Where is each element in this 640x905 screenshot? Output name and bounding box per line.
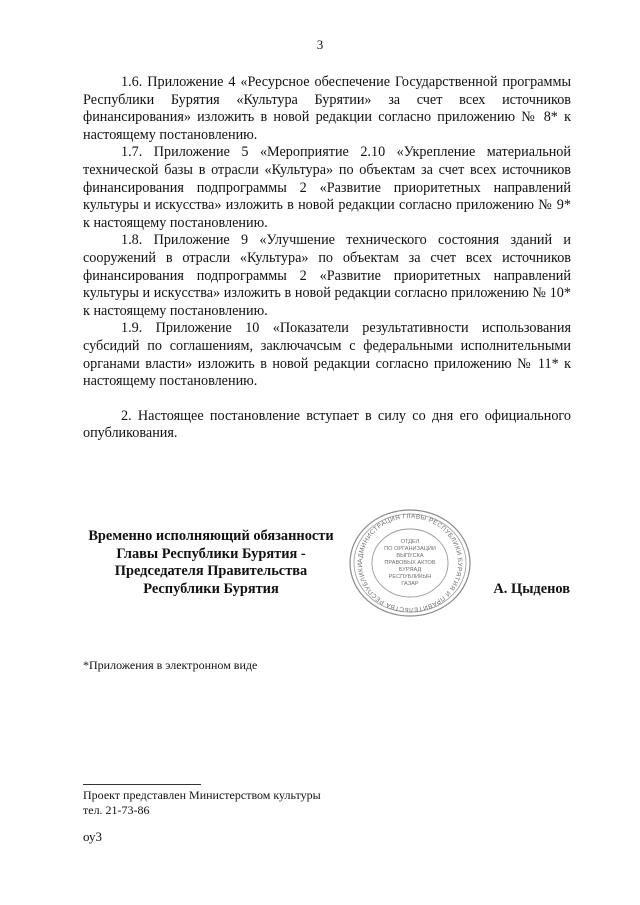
paragraph-1-9: 1.9. Приложение 10 «Показатели результативности использования субсидий по соглашениям, заключачсым с федеральными исполнительными органами власти» изложить в новой редакции согласно приложению № 11* к настоящему постановлению. <box>83 320 571 390</box>
signatory-title-line: Председателя Правительства <box>114 563 308 579</box>
paragraph-2: 2. Настоящее постановление вступает в силу со дня его официального опубликования. <box>83 407 571 442</box>
seal-center-line: ОТДЕЛ <box>400 539 420 545</box>
seal-center-line: РЕСПУБЛИКЫН <box>388 574 432 580</box>
seal-center-line: ПО ОРГАНИЗАЦИИ <box>384 546 436 552</box>
footer-code: оу3 <box>83 829 103 844</box>
page-number: 3 <box>316 37 324 52</box>
seal-center-line: БУРЯАД <box>398 567 422 573</box>
seal-center-line: ГАЗАР <box>401 581 419 587</box>
official-seal <box>345 508 475 618</box>
signatory-title-line: Республики Бурятия <box>143 580 279 597</box>
seal-ring-text: АДМИНИСТРАЦИЯ ГЛАВЫ РЕСПУБЛИКИ БУРЯТИЯ И ПРАВИТЕЛЬСТВА РЕСПУБЛИКИ <box>356 512 464 614</box>
seal-center-line: ВЫПУСКА <box>396 553 424 559</box>
attachments-note: *Приложения в электронном виде <box>83 658 258 672</box>
paragraph-1-7: 1.7. Приложение 5 «Мероприятие 2.10 «Укрепление материальной технической базы в отрасли «Культура» по объектам за счет всех источников финансирования подпрограммы 2 «Развитие приоритетных направлений культуры и искусства» изложить в новой редакции согласно приложению № 9* к настоящему постановлению. <box>83 144 571 231</box>
document-body <box>83 74 571 443</box>
signatory-title-line: Временно исполняющий обязанности <box>88 528 334 544</box>
seal-center-line: ПРАВОВЫХ АКТОВ <box>384 560 436 566</box>
footer-divider <box>83 784 201 785</box>
footer-submitted-by: Проект представлен Министерством культуры <box>83 788 321 802</box>
signatory-name: А. Цыденов <box>493 581 570 597</box>
footer-phone: тел. 21-73-86 <box>83 803 150 817</box>
paragraph-1-8: 1.8. Приложение 9 «Улучшение технического состояния зданий и сооружений в отрасли «Культура» по объектам за счет всех источников финансирования подпрограммы 2 «Развитие приоритетных направлений культуры и искусства» изложить в новой редакции согласно приложению № 10* к настоящему постановлению. <box>83 232 571 319</box>
signatory-title <box>82 528 340 598</box>
signatory-title-line: Главы Республики Бурятия - <box>116 545 306 562</box>
footer <box>83 788 321 844</box>
paragraph-1-6: 1.6. Приложение 4 «Ресурсное обеспечение Государственной программы Республики Бурятия «Культура Бурятии» за счет всех источников финансирования» изложить в новой редакции согласно приложению № 8* к настоящему постановлению. <box>83 74 571 143</box>
